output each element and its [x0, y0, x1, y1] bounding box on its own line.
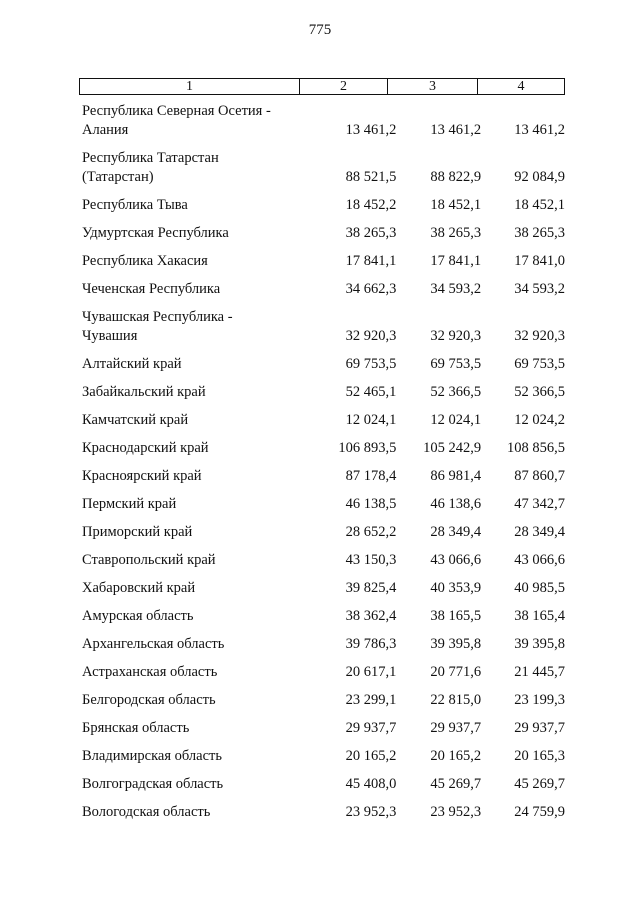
value-col-4: 39 395,8: [514, 636, 565, 652]
value-col-4: 12 024,2: [514, 412, 565, 428]
value-col-3: 43 066,6: [430, 552, 482, 568]
region-name: Республика Северная Осетия - Алания: [82, 103, 271, 138]
region-name: Алтайский край: [82, 356, 182, 372]
value-col-3: 29 937,7: [430, 720, 482, 736]
value-col-3: 105 242,9: [423, 440, 482, 456]
value-col-4: 20 165,3: [514, 748, 565, 764]
region-name: Чеченская Республика: [82, 281, 221, 297]
value-col-2: 18 452,2: [345, 197, 397, 213]
region-name: Белгородская область: [82, 692, 216, 708]
table-row: [79, 579, 565, 598]
value-col-4: 45 269,7: [514, 776, 565, 792]
table-row: [79, 224, 565, 243]
value-col-4: 17 841,0: [514, 253, 565, 269]
value-col-4: 24 759,9: [514, 804, 565, 820]
value-col-3: 88 822,9: [430, 169, 482, 185]
value-col-2: 17 841,1: [345, 253, 397, 269]
table-row: [79, 149, 565, 187]
value-col-4: 43 066,6: [514, 552, 565, 568]
value-col-2: 23 299,1: [345, 692, 397, 708]
value-col-2: 34 662,3: [345, 281, 397, 297]
value-col-2: 39 786,3: [345, 636, 397, 652]
table-row: [79, 607, 565, 626]
value-col-2: 45 408,0: [345, 776, 397, 792]
table-row: [79, 719, 565, 738]
value-col-3: 40 353,9: [430, 580, 482, 596]
value-col-4: 18 452,1: [514, 197, 565, 213]
value-col-4: 38 265,3: [514, 225, 565, 241]
value-col-4: 52 366,5: [514, 384, 565, 400]
value-col-2: 23 952,3: [345, 804, 397, 820]
value-col-4: 13 461,2: [514, 122, 565, 138]
value-col-3: 38 165,5: [430, 608, 482, 624]
value-col-4: 23 199,3: [514, 692, 565, 708]
value-col-3: 52 366,5: [430, 384, 482, 400]
region-name: Брянская область: [82, 720, 190, 736]
table-row: [79, 439, 565, 458]
region-name: Республика Тыва: [82, 197, 188, 213]
value-col-4: 38 165,4: [514, 608, 565, 624]
value-col-3: 86 981,4: [430, 468, 482, 484]
value-col-2: 20 617,1: [345, 664, 397, 680]
region-name: Краснодарский край: [82, 440, 209, 456]
value-col-2: 88 521,5: [345, 169, 397, 185]
column-header-4: 4: [517, 79, 525, 94]
value-col-2: 32 920,3: [345, 328, 397, 344]
value-col-3: 22 815,0: [430, 692, 482, 708]
value-col-4: 29 937,7: [514, 720, 565, 736]
value-col-3: 12 024,1: [430, 412, 482, 428]
value-col-3: 46 138,6: [430, 496, 482, 512]
table-row: [79, 803, 565, 822]
value-col-3: 38 265,3: [430, 225, 482, 241]
value-col-4: 28 349,4: [514, 524, 565, 540]
value-col-2: 39 825,4: [345, 580, 397, 596]
value-col-3: 20 165,2: [430, 748, 482, 764]
value-col-4: 34 593,2: [514, 281, 565, 297]
column-header-3: 3: [388, 79, 478, 94]
value-col-2: 43 150,3: [345, 552, 397, 568]
value-col-4: 92 084,9: [514, 169, 565, 185]
table-row: [79, 747, 565, 766]
table-row: [79, 663, 565, 682]
table-row: [79, 196, 565, 215]
region-name: Забайкальский край: [82, 384, 206, 400]
value-col-2: 69 753,5: [345, 356, 397, 372]
value-col-4: 21 445,7: [514, 664, 565, 680]
table-row: [79, 775, 565, 794]
region-name: Ставропольский край: [82, 552, 216, 568]
table-row: [79, 308, 565, 346]
region-name: Приморский край: [82, 524, 193, 540]
value-col-2: 38 362,4: [345, 608, 397, 624]
value-col-3: 17 841,1: [430, 253, 482, 269]
region-name: Амурская область: [82, 608, 194, 624]
value-col-2: 38 265,3: [345, 225, 397, 241]
column-header-2: 2: [300, 79, 388, 94]
table-row: [79, 551, 565, 570]
value-col-2: 52 465,1: [345, 384, 397, 400]
value-col-3: 32 920,3: [430, 328, 482, 344]
table-row: [79, 635, 565, 654]
value-col-4: 40 985,5: [514, 580, 565, 596]
page-number: 775: [308, 22, 332, 38]
value-col-2: 106 893,5: [338, 440, 397, 456]
region-name: Пермский край: [82, 496, 177, 512]
value-col-3: 20 771,6: [430, 664, 482, 680]
value-col-2: 87 178,4: [345, 468, 397, 484]
value-col-4: 69 753,5: [514, 356, 565, 372]
value-col-2: 28 652,2: [345, 524, 397, 540]
table-row: [79, 691, 565, 710]
region-name: Удмуртская Республика: [82, 225, 229, 241]
value-col-2: 12 024,1: [345, 412, 397, 428]
region-name: Республика Татарстан (Татарстан): [82, 150, 219, 185]
column-header-1: 1: [80, 79, 300, 94]
value-col-4: 32 920,3: [514, 328, 565, 344]
table-row: [79, 495, 565, 514]
table-row: [79, 102, 565, 140]
region-name: Архангельская область: [82, 636, 225, 652]
value-col-2: 13 461,2: [345, 122, 397, 138]
region-name: Вологодская область: [82, 804, 211, 820]
table-body: [79, 102, 565, 831]
value-col-3: 23 952,3: [430, 804, 482, 820]
value-col-4: 87 860,7: [514, 468, 565, 484]
value-col-3: 39 395,8: [430, 636, 482, 652]
table-row: [79, 383, 565, 402]
value-col-2: 46 138,5: [345, 496, 397, 512]
value-col-2: 20 165,2: [345, 748, 397, 764]
value-col-3: 34 593,2: [430, 281, 482, 297]
table-row: [79, 411, 565, 430]
value-col-4: 47 342,7: [514, 496, 565, 512]
region-name: Красноярский край: [82, 468, 202, 484]
value-col-2: 29 937,7: [345, 720, 397, 736]
value-col-3: 45 269,7: [430, 776, 482, 792]
table-row: [79, 280, 565, 299]
value-col-3: 13 461,2: [430, 122, 482, 138]
table-row: [79, 467, 565, 486]
region-name: Чувашская Республика - Чувашия: [82, 309, 233, 344]
value-col-4: 108 856,5: [507, 440, 565, 456]
table-row: [79, 355, 565, 374]
region-name: Волгоградская область: [82, 776, 224, 792]
region-name: Астраханская область: [82, 664, 218, 680]
region-name: Владимирская область: [82, 748, 222, 764]
value-col-3: 28 349,4: [430, 524, 482, 540]
table-row: [79, 252, 565, 271]
table-row: [79, 523, 565, 542]
region-name: Камчатский край: [82, 412, 189, 428]
region-name: Республика Хакасия: [82, 253, 208, 269]
table-header: [79, 78, 565, 95]
value-col-3: 18 452,1: [430, 197, 482, 213]
value-col-3: 69 753,5: [430, 356, 482, 372]
region-name: Хабаровский край: [82, 580, 196, 596]
